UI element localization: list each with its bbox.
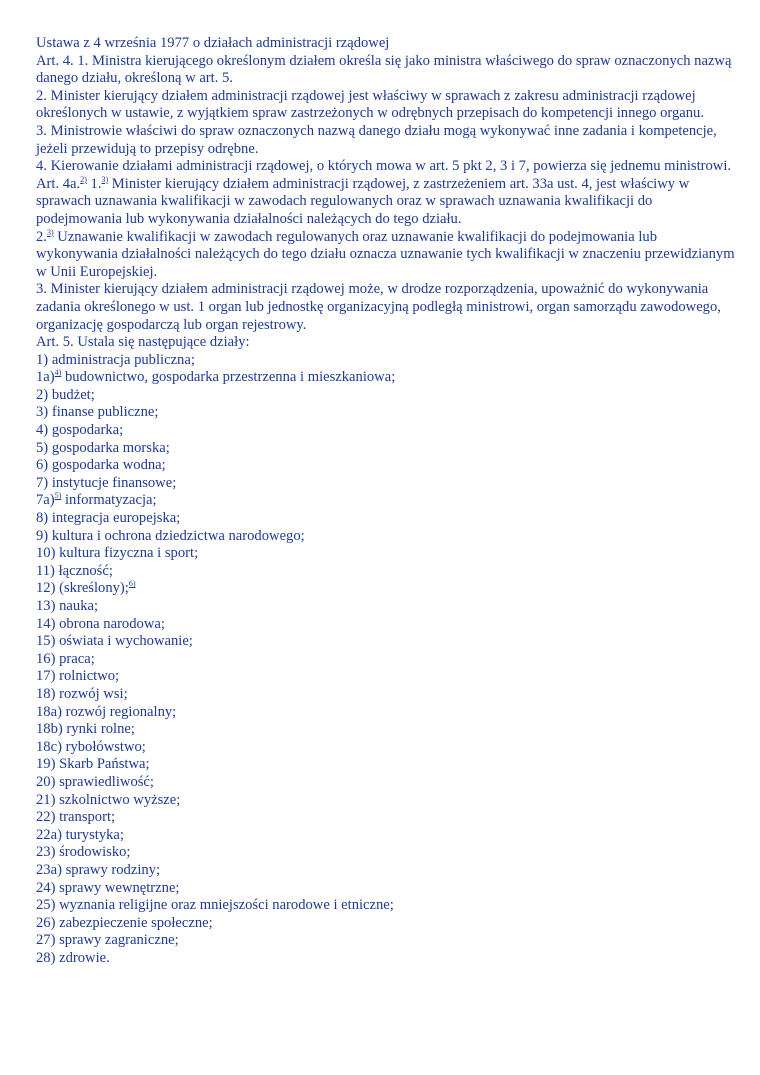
list-item [36,545,736,563]
list-item [36,598,736,616]
list-item-number: 22a) [36,826,62,843]
list-item-number: 20) [36,773,56,790]
list-item [36,686,736,704]
list-item-text: łączność; [58,562,113,579]
document-page [36,35,736,967]
list-item [36,475,736,493]
list-item-text: (skreślony); [59,580,129,597]
footnote-ref-link[interactable]: 5) [54,491,62,501]
list-item-number: 8) [36,510,49,527]
document-title: Ustawa z 4 września 1977 o działach administracji rządowej [36,35,390,51]
list-item-number: 6) [36,457,49,474]
list-item-number: 11) [36,562,55,579]
list-item-number: 1a) [36,369,55,386]
list-item-number: 12) [36,580,56,597]
list-item-number: 23) [36,844,56,861]
footnote-ref-link[interactable]: 6) [128,579,136,589]
list-item-text: turystyka; [65,826,124,843]
list-item-text: sprawy zagraniczne; [59,932,179,949]
art4-paragraph-3: 3. Ministrowie właściwi do spraw oznaczonych nazwą danego działu mogą wykonywać inne zadania i kompetencje, jeżeli przewidują to przepisy odrębne. [36,122,717,157]
list-item-text: oświata i wychowanie; [59,633,193,650]
list-item-text: rynki rolne; [66,721,135,738]
list-item-number: 3) [36,404,49,421]
list-item [36,510,736,528]
list-item-text: informatyzacja; [64,492,157,509]
list-item-text: kultura fizyczna i sport; [59,545,199,562]
list-item-text: rozwój regionalny; [65,703,177,720]
art4a-p1-text: Minister kierujący działem administracji rządowej, z zastrzeżeniem art. 33a ust. 4, jest właściwy w sprawach uznawania kwalifikacji w zawodach regulowanych oraz w sprawach uznawania kwalifikacji do podejmowania lub wykonywania działalności należących do tego działu. [36,175,690,227]
list-item-text: sprawiedliwość; [59,773,154,790]
footnote-ref-link[interactable]: 3) [101,174,109,184]
art4-p1-text: Ministra kierującego określonym działem określa się jako ministra właściwego do spraw oznaczonych nazwą danego działu, określoną w art. 5. [36,52,732,87]
list-item-number: 19) [36,756,56,773]
list-item-text: rolnictwo; [59,668,120,685]
list-item-number: 9) [36,527,49,544]
list-item [36,792,736,810]
list-item [36,704,736,722]
list-item-text: administracja publiczna; [51,351,195,368]
list-item [36,422,736,440]
list-item-number: 14) [36,615,56,632]
list-item [36,932,736,950]
art4-p1-number: 1. [77,52,89,69]
list-item-number: 23a) [36,861,62,878]
art4a-heading: Art. 4a. [36,175,81,192]
list-item-number: 13) [36,598,56,614]
list-item [36,862,736,880]
list-item-number: 17) [36,668,56,685]
list-item [36,950,736,968]
list-item [36,563,736,581]
art4a-p2-text: Uznawanie kwalifikacji w zawodach regulowanych oraz uznawanie kwalifikacji do podejmowania lub wykonywania działalności należących do tego działu oznacza uznawanie tych kwalifikacji w znaczeniu przewidzianym w Unii Europejskiej. [36,228,735,280]
footnote-ref-link[interactable]: 3) [46,227,54,237]
list-item [36,880,736,898]
list-item-number: 18b) [36,721,63,738]
list-item-text: rozwój wsi; [59,685,128,702]
list-item [36,616,736,634]
list-item [36,404,736,422]
list-item-text: wyznania religijne oraz mniejszości narodowe i etniczne; [59,897,394,914]
list-item [36,739,736,757]
list-item-text: budżet; [51,386,95,403]
list-item-text: kultura i ochrona dziedzictwa narodowego; [51,527,305,544]
list-item-number: 1) [36,351,49,368]
list-item-text: sprawy wewnętrzne; [59,879,180,896]
list-item [36,756,736,774]
list-item [36,369,736,387]
list-item-number: 21) [36,791,56,808]
list-item-text: gospodarka wodna; [51,457,166,474]
list-item [36,721,736,739]
list-item-text: praca; [59,650,95,667]
list-item [36,457,736,475]
list-item-number: 7) [36,474,49,491]
list-item-number: 22) [36,809,56,826]
list-item-number: 25) [36,897,56,914]
list-item-text: szkolnictwo wyższe; [59,791,181,808]
list-item [36,827,736,845]
list-item [36,809,736,827]
list-item-text: Skarb Państwa; [59,756,150,773]
list-item [36,633,736,651]
list-item [36,915,736,933]
list-item-text: rybołówstwo; [65,738,146,755]
list-item-number: 18a) [36,703,62,720]
art4-paragraph-1 [36,53,736,88]
list-item [36,387,736,405]
art4a-paragraph-1 [36,176,736,229]
art4-heading: Art. 4. [36,52,74,69]
list-item [36,528,736,546]
list-item-number: 18c) [36,738,62,755]
art5-heading: Art. 5. Ustala się następujące działy: [36,334,250,351]
list-item-number: 4) [36,422,49,439]
list-item-number: 15) [36,633,56,650]
list-item-number: 28) [36,949,56,966]
list-item-text: sprawy rodziny; [65,861,161,878]
footnote-ref-link[interactable]: 2) [80,174,87,184]
list-item-text: integracja europejska; [51,510,181,527]
list-item [36,492,736,510]
list-item-number: 16) [36,650,56,667]
list-item [36,651,736,669]
list-item [36,352,736,370]
list-item-text: nauka; [59,598,99,614]
list-item-text: transport; [59,809,116,826]
list-item [36,668,736,686]
list-item-text: gospodarka; [51,422,124,439]
art4-paragraph-2: 2. Minister kierujący działem administracji rządowej jest właściwy w sprawach z zakresu administracji rządowej określonych w ustawie, z wyjątkiem spraw zastrzeżonych w odrębnych przepisach do kompetencji innego organu. [36,87,704,122]
list-item-text: gospodarka morska; [51,439,170,456]
list-item-number: 2) [36,386,49,403]
list-item-number: 10) [36,545,56,562]
list-item-text: środowisko; [59,844,131,861]
list-item-number: 27) [36,932,56,949]
list-item-text: zdrowie. [59,949,110,966]
list-item [36,440,736,458]
art4a-p1-number: 1. [90,175,102,192]
art4a-p2-number: 2. [36,228,47,245]
art5-list [36,352,736,968]
list-item [36,580,736,598]
list-item-text: finanse publiczne; [51,404,159,421]
art4-paragraph-4: 4. Kierowanie działami administracji rządowej, o których mowa w art. 5 pkt 2, 3 i 7, powierza się jednemu ministrowi. [36,158,732,175]
list-item-number: 7a) [36,492,55,509]
list-item [36,897,736,915]
list-item-text: instytucje finansowe; [51,474,177,491]
list-item-number: 5) [36,439,49,456]
list-item [36,844,736,862]
art4a-paragraph-3: 3. Minister kierujący działem administracji rządowej może, w drodze rozporządzenia, upoważnić do wykonywania zadania określonego w ust. 1 organ lub jednostkę organizacyjną podległą ministrowi, organ samorządu zawodowego, organizację gospodarczą lub organ rejestrowy. [36,281,721,333]
list-item-number: 24) [36,879,56,896]
list-item [36,774,736,792]
footnote-ref-link[interactable]: 4) [54,368,62,378]
art4a-paragraph-2 [36,229,736,282]
list-item-number: 26) [36,914,56,931]
list-item-text: budownictwo, gospodarka przestrzenna i mieszkaniowa; [64,369,396,386]
list-item-text: zabezpieczenie społeczne; [59,914,213,931]
list-item-number: 18) [36,685,56,702]
list-item-text: obrona narodowa; [59,615,165,632]
